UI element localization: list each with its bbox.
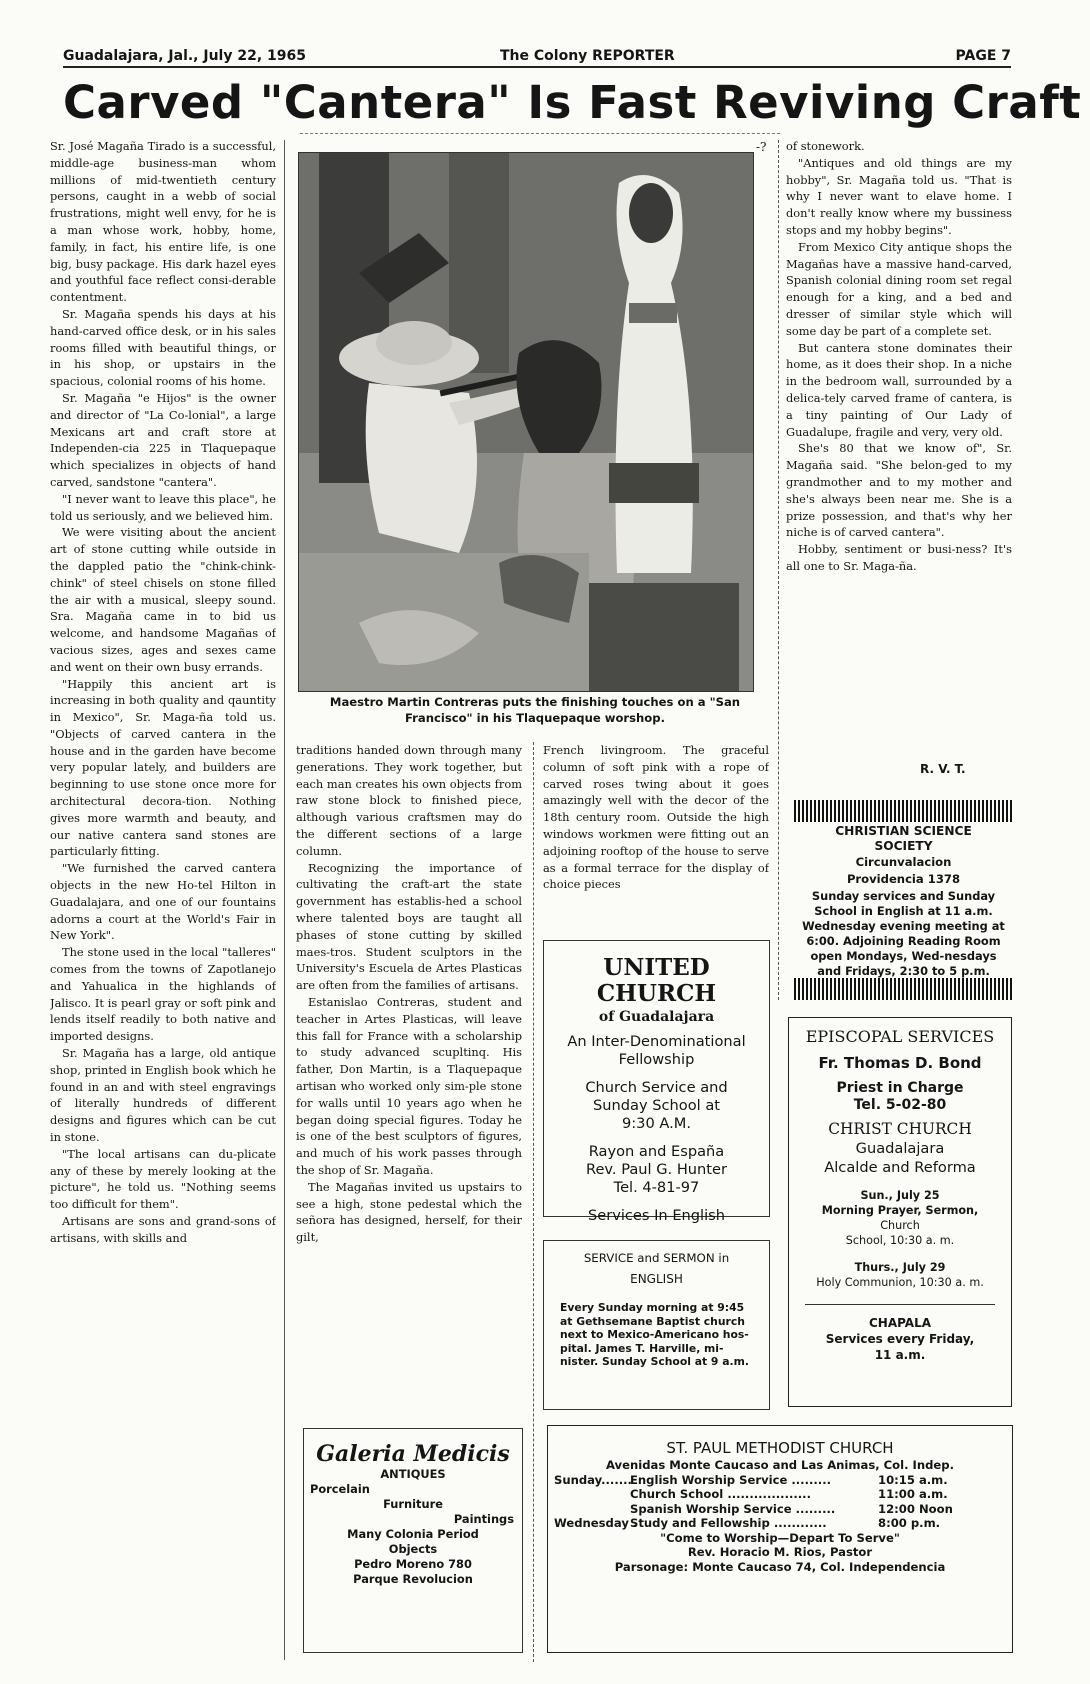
gl-paintings: Paintings <box>453 1512 514 1526</box>
article-paragraph: Sr. Magaña "e Hijos" is the owner and director of "La Co-lonial", a large Mexicans art and craft store at Independen-cia 225 in Tlaquepaque which specializes in objects of hand carved, sandstone "cantera". <box>50 390 276 489</box>
ep-service-1a: Morning Prayer, Sermon, <box>821 1204 979 1217</box>
ep-date-1: Sun., July 25 <box>860 1189 940 1202</box>
me-schedule-item: English Worship Service ......... <box>630 1472 832 1487</box>
column-rule-1 <box>284 140 285 1660</box>
decorative-border-bottom <box>794 978 1013 1000</box>
gl-porcelain: Porcelain <box>310 1482 370 1496</box>
article-paragraph: The stone used in the local "talleres" comes from the towns of Zapotlanejo and Yahualica in the highlands of Jalisco. It is pearl gray or soft pink and lends itself readily to both native and imported designs. <box>50 945 276 1044</box>
article-paragraph: She's 80 that we know of", Sr. Magaña said. "She belon-ged to my grandmother and to my mother and she's always been near me. She is a prize possession, and that's why her niche is of carved cantera". <box>786 441 1012 540</box>
ep-title: EPISCOPAL SERVICES <box>805 1027 995 1046</box>
ep-divider <box>805 1304 995 1305</box>
ad-united-church <box>543 940 770 1224</box>
ep-role: Priest in Charge <box>836 1080 964 1096</box>
me-pastor: Rev. Horacio M. Rios, Pastor <box>687 1545 873 1559</box>
column-rule-2 <box>533 742 534 1662</box>
ep-priest: Fr. Thomas D. Bond <box>818 1054 982 1072</box>
column-rule-3 <box>778 140 779 1000</box>
ep-chapala: CHAPALA <box>868 1316 932 1330</box>
cs-text: Sunday services and Sunday School in English at 11 a.m. Wednesday evening meeting at 6:00. Adjoining Reading Room open Mondays, Wed-nesdays and Fridays, 2:30 to 5 p.m. <box>802 889 1005 978</box>
uc-desc-1: An Inter-Denominational <box>567 1033 746 1050</box>
bp-body: Every Sunday morning at 9:45 at Gethsemane Baptist church next to Mexico-Americano hos-pital. James T. Harville, mi-nister. Sunday School at 9 a.m. <box>560 1301 749 1369</box>
bp-title: SERVICE and SERMON in <box>583 1251 730 1265</box>
article-paragraph: of stonework. <box>786 139 865 153</box>
uc-language: Services In English <box>587 1207 726 1224</box>
uc-address: Rayon and España <box>588 1143 725 1160</box>
me-schedule-day: Sunday....... <box>554 1472 632 1487</box>
me-schedule-day: Wednesday . <box>554 1516 638 1530</box>
article-paragraph: But cantera stone dominates their home, as it does their shop. In a niche in the bedroom wall, surrounded by a delica-tely carved frame of cantera, is a tiny painting of Our Lady of Guadalupe, fragile and very, very old. <box>786 340 1012 439</box>
article-paragraph: Estanislao Contreras, student and teacher in Artes Plasticas, will leave this fall for France with a scholarship to study advanced scupltinq. His father, Don Martin, is a Tlaquepaque artisan who worked only sim-ple stone for walls until 10 years ago when he began doing special figures. Today he is one of the best sculptors of figures, and much of his work passes through the shop of Sr. Magaña. <box>296 994 522 1177</box>
me-schedule-time: 11:00 a.m. <box>878 1487 948 1501</box>
ep-city: Guadalajara <box>855 1140 945 1157</box>
header-location-date: Guadalajara, Jal., July 22, 1965 <box>63 48 306 64</box>
article-paragraph: We were visiting about the ancient art of stone cutting while outside in the dappled patio the "chink-chink-chink" of steel chisels on stone filled the air with a musical, sleepy sound. Sra. Magaña came in to bid us welcome, and handsome Magañas of vacious sizes, ages and sexes came and went on their own busy errands. <box>50 525 276 674</box>
me-schedule-item: Church School ................... <box>630 1487 811 1501</box>
ep-service-2: Holy Communion, 10:30 a. m. <box>816 1276 984 1289</box>
photo-image <box>299 153 754 692</box>
ep-address: Alcalde and Reforma <box>824 1159 976 1176</box>
article-paragraph: The Magañas invited us upstairs to see a high, stone pedestal which the señora has designed, herself, for their gilt, <box>296 1179 522 1245</box>
article-paragraph: "I never want to leave this place", he told us seriously, and we believed him. <box>50 491 276 523</box>
uc-tel: Tel. 4-81-97 <box>613 1179 700 1196</box>
uc-service-1: Church Service and <box>585 1079 728 1096</box>
uc-desc-2: Fellowship <box>618 1051 695 1068</box>
article-paragraph: Artisans are sons and grand-sons of artisans, with skills and <box>50 1214 276 1245</box>
article-paragraph: "Antiques and old things are my hobby", Sr. Magaña told us. "That is why I never want to elave home. I don't really know where my bussiness stops and my hobby begins". <box>786 155 1012 237</box>
me-schedule-row <box>548 1473 1012 1488</box>
article-paragraph: French livingroom. The graceful column of soft pink with a rope of carved roses twing about it goes amazingly well with the decor of the 18th century room. Outside the high windows workmen were fitting out an adjoining rooftop of the house to serve as a formal terrace for the display of choice pieces <box>543 743 769 892</box>
photo-caption: Maestro Martin Contreras puts the finishing touches on a "San Francisco" in his Tlaquepaque worshop. <box>329 695 741 725</box>
ep-chapala-time: 11 a.m. <box>874 1348 926 1362</box>
article-paragraph: "The local artisans can du-plicate any of these by merely looking at the picture", he told us. "Nothing seems too difficult for them". <box>50 1146 276 1212</box>
me-schedule-time: 8:00 p.m. <box>878 1516 941 1530</box>
me-schedule-time: 12:00 Noon <box>878 1501 953 1516</box>
article-paragraph: Sr. José Magaña Tirado is a successful, middle-age business-man whom millions of mid-twentieth century persons, caught in a webb of social frustrations, might well envy, for he is a man whose work, hobby, home, family, in fact, his entire life, is one big, busy package. His dark hazel eyes and youthful face reflect consi-derable contentment. <box>50 139 276 305</box>
cs-title-2: SOCIETY <box>874 839 933 853</box>
uc-city: of Guadalajara <box>598 1009 715 1025</box>
me-schedule-row <box>548 1487 1012 1502</box>
header-page-number: PAGE 7 <box>955 48 1011 64</box>
photo-sculptor-at-work <box>298 152 754 692</box>
article-column-3 <box>543 742 769 902</box>
ad-baptist-service <box>543 1240 770 1410</box>
gl-title: Galeria Medicis <box>316 1441 510 1467</box>
ep-chapala-services: Services every Friday, <box>825 1332 975 1346</box>
article-paragraph: Sr. Magaña spends his days at his hand-carved office desk, or in his sales rooms filled with beautiful things, or in his shop, or upstairs in the spacious, colonial rooms of his home. <box>50 306 276 389</box>
gl-furniture: Furniture <box>383 1497 443 1511</box>
ad-galeria-medicis <box>303 1428 523 1653</box>
me-address: Avenidas Monte Caucaso and Las Animas, Col. Indep. <box>606 1458 954 1472</box>
ep-date-2: Thurs., July 29 <box>854 1261 946 1274</box>
me-schedule <box>548 1473 1012 1531</box>
cs-street: Circunvalacion <box>855 855 952 869</box>
uc-time: 9:30 A.M. <box>621 1115 691 1132</box>
gl-colonial: Many Colonia Period <box>347 1527 479 1541</box>
article-paragraph: Sr. Magaña has a large, old antique shop, printed in English book which he found in an and with steel engravings of literally hundreds of different designs and figures which can be cut in stone. <box>50 1046 276 1145</box>
bp-title-2: ENGLISH <box>630 1272 683 1286</box>
ad-episcopal-services <box>788 1017 1012 1407</box>
article-paragraph: Hobby, sentiment or busi-ness? It's all one to Sr. Maga-ña. <box>786 542 1012 573</box>
uc-pastor: Rev. Paul G. Hunter <box>585 1161 728 1178</box>
header-paper-name: The Colony REPORTER <box>500 48 675 64</box>
me-schedule-row <box>548 1516 1012 1531</box>
article-paragraph: "Happily this ancient art is increasing in both quality and qauntity in Mexico", Sr. Maga-ña told us. "Objects of carved cantera in the house and in the garden have become very popular lately, and builders are beginning to use stone once more for architectural decora-tion. Nothing gives more warmth and beauty, and our native cantera sand stones are particularly fitting. <box>50 676 276 859</box>
article-paragraph: From Mexico City antique shops the Magañas have a massive hand-carved, Spanish colonial dining room set regal enough for a king, and a bed and dresser of similar style which will some day be part of a complete set. <box>786 239 1012 338</box>
article-paragraph: "We furnished the carved cantera objects in the new Ho-tel Hilton in Guadalajara, and one of our fountains adorns a court at the World's Fair in New York". <box>50 861 276 943</box>
ep-service-1c: School, 10:30 a. m. <box>845 1234 955 1247</box>
gl-antiques: ANTIQUES <box>380 1467 446 1481</box>
ep-church: CHRIST CHURCH <box>828 1120 972 1138</box>
gl-objects: Objects <box>388 1542 438 1556</box>
me-parsonage: Parsonage: Monte Caucaso 74, Col. Independencia <box>614 1559 946 1574</box>
uc-title: UNITED CHURCH <box>596 954 717 1007</box>
article-column-2 <box>296 742 522 1404</box>
cs-title: CHRISTIAN SCIENCE <box>835 824 972 838</box>
article-signoff: R. V. T. <box>920 762 966 776</box>
me-schedule-item: Study and Fellowship ............ <box>630 1516 827 1530</box>
me-schedule-row <box>548 1502 1012 1517</box>
me-schedule-time: 10:15 a.m. <box>878 1472 948 1487</box>
headline-rule <box>300 133 780 134</box>
photo-mark: -? <box>756 140 767 154</box>
ep-tel: Tel. 5-02-80 <box>853 1097 947 1113</box>
headline: Carved "Cantera" Is Fast Reviving Craft <box>63 76 1082 129</box>
running-header <box>63 46 1011 68</box>
me-schedule-item: Spanish Worship Service ......... <box>630 1501 836 1516</box>
article-column-4 <box>786 138 1012 738</box>
article-column-1 <box>50 138 276 1658</box>
ep-service-1b: Church <box>880 1219 920 1232</box>
gl-park: Parque Revolucion <box>353 1572 473 1586</box>
cs-body <box>800 824 1007 994</box>
ad-st-paul-methodist <box>547 1425 1013 1653</box>
decorative-border-top <box>794 800 1013 822</box>
me-title: ST. PAUL METHODIST CHURCH <box>666 1439 894 1457</box>
gl-address: Pedro Moreno 780 <box>354 1557 472 1571</box>
me-motto: "Come to Worship—Depart To Serve" <box>660 1530 900 1545</box>
ad-christian-science <box>794 800 1013 1000</box>
uc-service-2: Sunday School at <box>593 1097 720 1114</box>
article-paragraph: Recognizing the importance of cultivating the craft-art the state government has establis-hed a school where talented boys are taught all phases of stone cutting by skilled maes-tros. Student sculptors in the University's Escuela de Artes Plasticas are often from the families of artisans. <box>296 860 522 993</box>
article-paragraph: traditions handed down through many generations. They work together, but each man creates his own objects from raw stone block to finished piece, although various craftsmen may do the different sections of a large column. <box>296 743 522 858</box>
cs-address: Providencia 1378 <box>846 872 961 886</box>
